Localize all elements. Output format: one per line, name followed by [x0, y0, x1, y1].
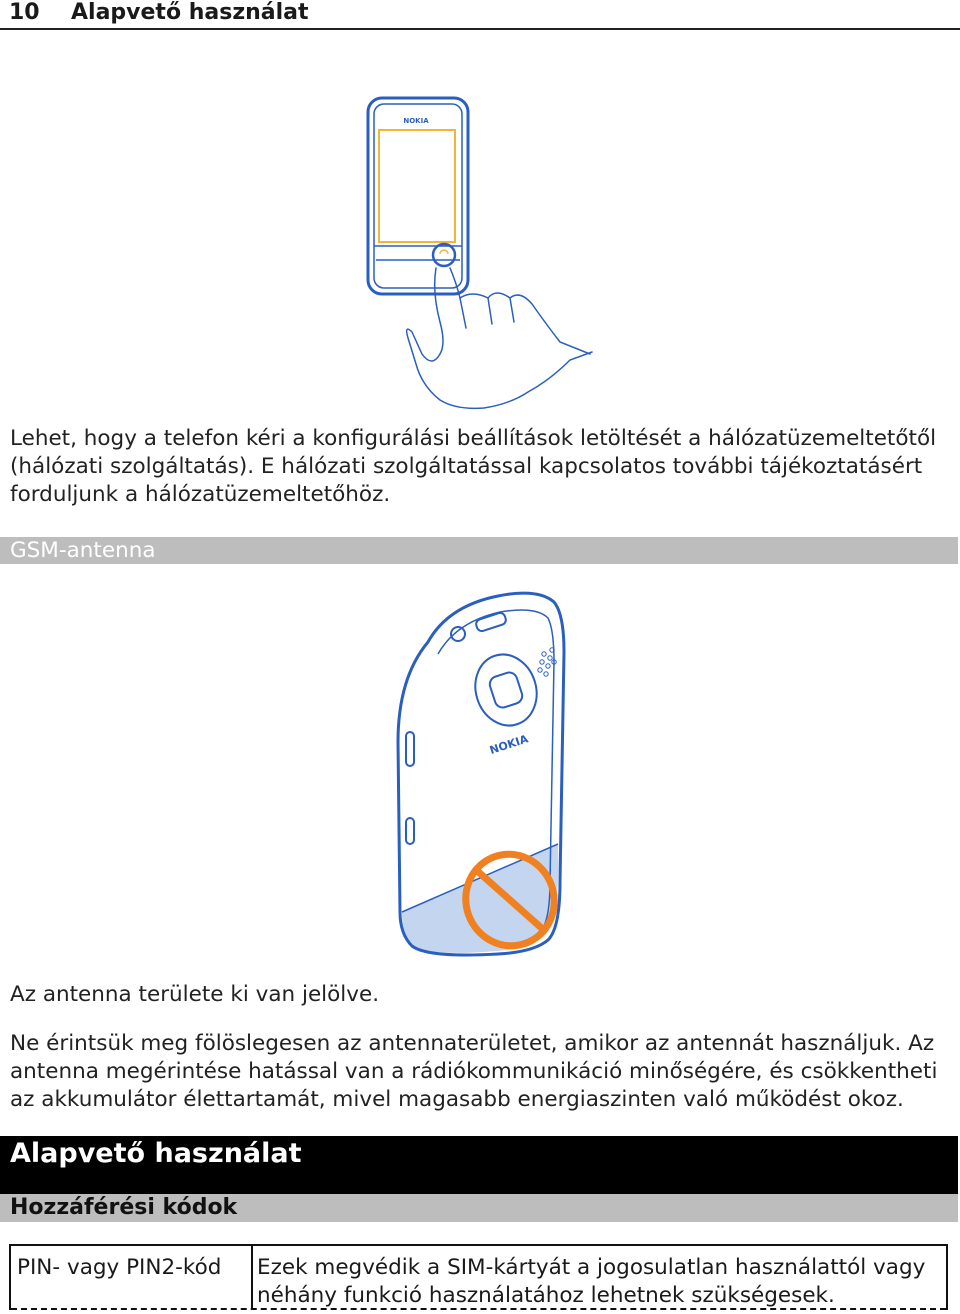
antenna-paragraph: Ne érintsük meg fölöslegesen az antennaterületet, amikor az antennát használjuk. Az antenna megérintése hatással van a rádiókommunikáció minőségére, és csökkentheti az akkumulátor élettartamát, mivel magasabb energiaszinten való működést okoz.: [10, 1031, 938, 1112]
phone-back-brand: NOKIA: [488, 732, 530, 757]
table-column-divider: [251, 1246, 253, 1310]
hand-outline: [407, 268, 592, 408]
phone-front-brand: NOKIA: [403, 117, 429, 125]
section-heading-bar: [0, 537, 958, 564]
phone-back-illustration: [388, 582, 578, 958]
section-heading: GSM-antenna: [10, 538, 156, 563]
table-cell-term: PIN- vagy PIN2-kód: [17, 1255, 222, 1280]
figure-caption: Az antenna területe ki van jelölve.: [10, 982, 380, 1007]
phone-touch-illustration: [360, 92, 600, 412]
camera-module: [466, 646, 545, 733]
subsection-bar: [0, 1194, 958, 1222]
codes-table: [9, 1244, 948, 1310]
chapter-title: Alapvető használat: [10, 1138, 302, 1169]
subsection-title: Hozzáférési kódok: [10, 1195, 238, 1220]
table-cell-description: Ezek megvédik a SIM-kártyát a jogosulatlan használattól vagy néhány funkció használatához lehetnek szükségesek.: [257, 1255, 926, 1308]
side-keys: [406, 732, 414, 844]
phone-front-outline: [368, 98, 468, 294]
page-header: [0, 0, 960, 30]
page-header-title: Alapvető használat: [71, 0, 309, 25]
intro-paragraph: Lehet, hogy a telefon kéri a konfigurálási beállítások letöltését a hálózatüzemeltetőtől (hálózati szolgáltatás). E hálózati szolgáltatással kapcsolatos további tájékoztatásért forduljunk a hálózatüzemeltetőhöz.: [10, 426, 937, 507]
chapter-bar: [0, 1136, 958, 1194]
top-connectors: [451, 612, 507, 641]
phone-screen: [379, 130, 455, 242]
page-number: 10: [9, 0, 40, 25]
phone-keys: [374, 244, 462, 266]
